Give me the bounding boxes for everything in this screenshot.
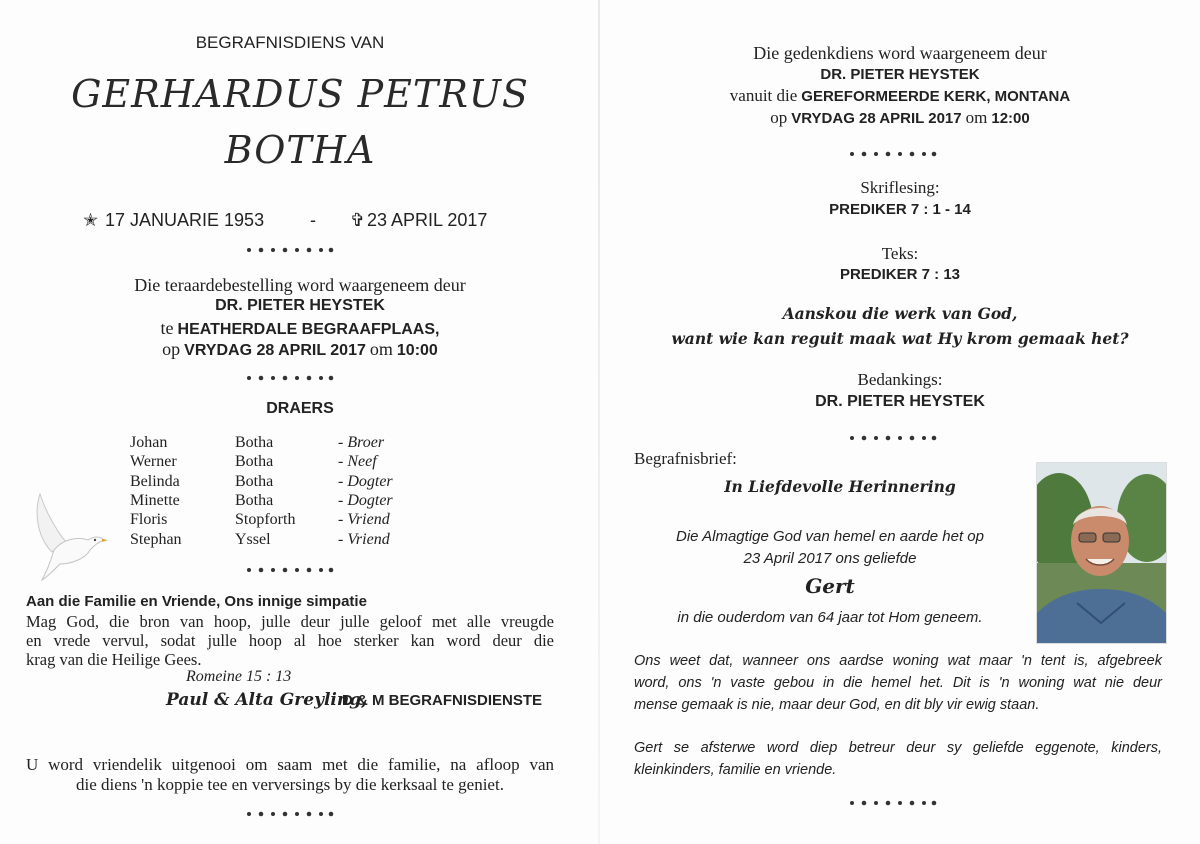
ornamental-divider-icon: [848, 433, 938, 443]
pallbearer-row: [130, 531, 410, 550]
deceased-name-line2: BOTHA: [224, 128, 376, 172]
date-separator: -: [310, 210, 316, 230]
pallbearer-surname: Botha: [235, 453, 274, 471]
reading-label: Skriflesing:: [860, 178, 940, 197]
invitation-line-1: U word vriendelik uitgenooi om saam met die familie, na afloop van: [26, 755, 554, 774]
portrait-photo: [1036, 462, 1167, 644]
letter-line-1: Die Almagtige God van hemel en aarde het op: [676, 528, 984, 545]
pallbearer-row: [130, 434, 410, 453]
death-cross-icon: ✞: [350, 210, 366, 230]
dove-icon: [32, 492, 110, 582]
date-prefix: op: [162, 339, 181, 359]
page-fold: [598, 0, 600, 844]
burial-intro: Die teraardebestelling word waargeneem deur: [134, 275, 466, 295]
funeral-company: D & M BEGRAFNISDIENSTE: [342, 692, 543, 709]
pallbearer-first-name: Minette: [130, 491, 180, 509]
signers: Paul & Alta Greyling,: [166, 690, 368, 710]
pallbearer-relation: - Neef: [338, 453, 377, 471]
pallbearer-relation: - Broer: [338, 434, 385, 451]
pallbearer-surname: Yssel: [235, 530, 271, 548]
sympathy-line-3: krag van die Heilige Gees.: [26, 650, 202, 669]
memorial-datetime-line: [640, 108, 1160, 128]
letter-line-2: 23 April 2017 ons geliefde: [743, 550, 917, 567]
time-prefix: om: [369, 339, 393, 359]
memorial-date-prefix: op: [770, 108, 788, 127]
pallbearer-first-name: Stephan: [130, 530, 182, 548]
ornamental-divider-icon: [245, 245, 335, 255]
deceased-name-line1: GERHARDUS PETRUS: [71, 72, 529, 116]
pallbearer-surname: Botha: [235, 491, 274, 509]
pallbearer-surname: Stopforth: [235, 511, 296, 529]
pallbearer-surname: Botha: [235, 434, 274, 451]
burial-time: 10:00: [396, 342, 438, 359]
ornamental-divider-icon: [848, 149, 938, 159]
pallbearers-title: DRAERS: [266, 400, 334, 417]
service-heading: BEGRAFNISDIENS VAN: [195, 33, 385, 52]
pallbearer-relation: - Vriend: [338, 511, 390, 529]
memorial-church-line: [640, 86, 1160, 106]
letter-label: Begrafnisbrief:: [634, 449, 737, 468]
birth-date: 17 JANUARIE 1953: [105, 210, 265, 230]
text-label: Teks:: [881, 244, 919, 263]
thanks-name: DR. PIETER HEYSTEK: [815, 393, 985, 410]
sympathy-line-2: en vrede vervul, sodat julle hoop al hoe sterker kan word deur die: [26, 631, 554, 650]
burial-place-line: [40, 318, 560, 339]
birth-star-icon: ✭: [83, 210, 99, 230]
ornamental-divider-icon: [245, 809, 335, 819]
place-prefix: te: [160, 318, 174, 338]
quote-line-1: Aanskou die werk van God,: [782, 304, 1018, 323]
pallbearer-surname: Botha: [235, 472, 274, 490]
pallbearer-first-name: Johan: [130, 434, 168, 451]
ornamental-divider-icon: [245, 373, 335, 383]
pallbearer-first-name: Belinda: [130, 472, 180, 490]
pallbearer-relation: - Dogter: [338, 472, 393, 490]
ornamental-divider-icon: [848, 798, 938, 808]
burial-datetime-line: [40, 339, 560, 360]
paragraph2-line-1: Gert se afsterwe word diep betreur deur sy geliefde eggenote, kinders,: [634, 740, 1162, 756]
sympathy-line-1: Mag God, die bron van hoop, julle deur julle geloof met alle vreugde: [26, 612, 554, 631]
burial-place: HEATHERDALE BEGRAAFPLAAS,: [177, 321, 440, 338]
memorial-intro: Die gedenkdiens word waargeneem deur: [753, 43, 1047, 63]
nickname: Gert: [805, 574, 855, 598]
pallbearer-row: [130, 473, 410, 492]
pallbearer-row: [130, 511, 410, 530]
pallbearer-row: [130, 453, 410, 472]
memorial-time: 12:00: [991, 110, 1030, 127]
invitation-line-2: die diens 'n koppie tee en verversings by die kerksaal te geniet.: [76, 775, 504, 794]
pallbearer-row: [130, 492, 410, 511]
pallbearer-relation: - Vriend: [338, 530, 390, 548]
sympathy-title: Aan die Familie en Vriende, Ons innige simpatie: [26, 593, 367, 610]
pallbearer-first-name: Floris: [130, 511, 168, 529]
memorial-date: VRYDAG 28 APRIL 2017: [791, 110, 962, 127]
letter-title: In Liefdevolle Herinnering: [724, 477, 956, 496]
reading-reference: PREDIKER 7 : 1 - 14: [829, 201, 971, 218]
burial-officiant: DR. PIETER HEYSTEK: [215, 297, 385, 314]
paragraph1-line-3: mense gemaak is nie, maar deur God, en dit bly vir ewig staan.: [634, 697, 1040, 713]
pallbearer-relation: - Dogter: [338, 491, 393, 509]
text-reference: PREDIKER 7 : 13: [839, 266, 961, 283]
thanks-label: Bedankings:: [857, 370, 943, 389]
paragraph1-line-1: Ons weet dat, wanneer ons aardse woning wat maar 'n tent is, afgebreek: [634, 653, 1162, 669]
quote-line-2: want wie kan reguit maak wat Hy krom gemaak het?: [671, 329, 1129, 348]
death-date: 23 APRIL 2017: [367, 210, 488, 230]
burial-date: VRYDAG 28 APRIL 2017: [184, 342, 366, 359]
paragraph1-line-2: word, ons 'n vaste gebou in die hemel het. Dit is 'n woning wat nie deur: [634, 675, 1162, 691]
pallbearer-first-name: Werner: [130, 453, 177, 471]
memorial-time-prefix: om: [965, 108, 988, 127]
verse-reference: Romeine 15 : 13: [186, 668, 292, 685]
paragraph2-line-2: kleinkinders, familie en vriende.: [634, 762, 837, 778]
memorial-church: GEREFORMEERDE KERK, MONTANA: [801, 88, 1071, 105]
ornamental-divider-icon: [245, 565, 335, 575]
church-prefix: vanuit die: [729, 86, 798, 105]
memorial-officiant: DR. PIETER HEYSTEK: [820, 66, 980, 83]
letter-line-3: in die ouderdom van 64 jaar tot Hom geneem.: [677, 609, 983, 626]
